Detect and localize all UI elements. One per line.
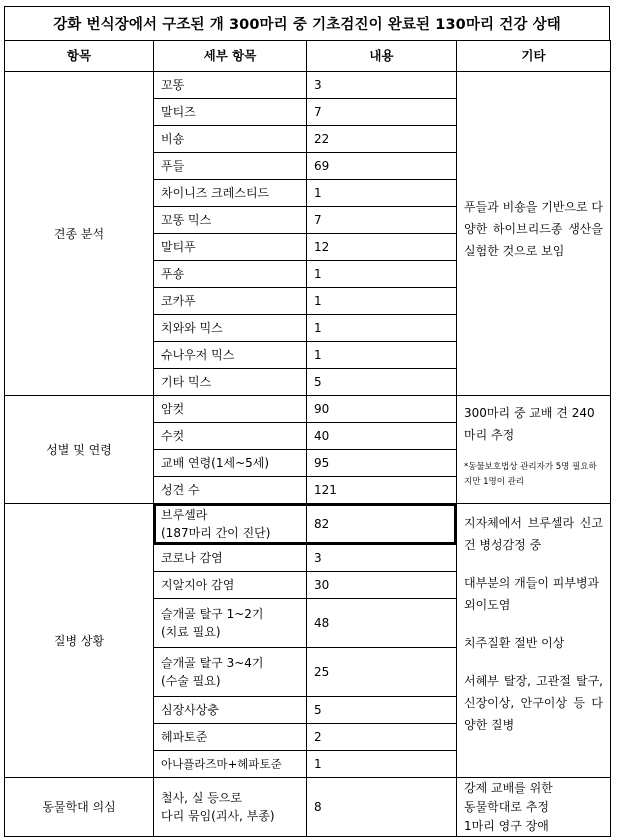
value-cell: 40 [307,423,457,450]
note-text: 지자체에서 브루셀라 신고건 병성감정 중 [464,516,603,552]
detail-line: 다리 묶임(괴사, 부종) [161,809,275,823]
health-status-table [4,40,611,837]
value-cell: 1 [307,288,457,315]
detail-cell: 아나플라즈마+헤파토준 [154,751,307,778]
detail-cell: 푸들 [154,153,307,180]
detail-cell: 교배 연령(1세~5세) [154,450,307,477]
detail-cell: 수컷 [154,423,307,450]
table-row [5,72,611,99]
value-cell: 7 [307,99,457,126]
category-sex-age: 성별 및 연령 [5,396,154,504]
detail-cell: 말티즈 [154,99,307,126]
note-text: 치주질환 절반 이상 [464,636,565,650]
note-text: 푸들과 비숑을 기반으로 다양한 하이브리드종 생산을 실험한 것으로 보임 [464,199,603,258]
detail-cell: 푸숑 [154,261,307,288]
value-cell: 8 [307,778,457,837]
value-cell: 25 [307,648,457,697]
detail-line: 브루셀라 [161,508,208,522]
value-cell: 1 [307,751,457,778]
value-cell: 1 [307,261,457,288]
note-line: 동물학대로 추정 [464,799,549,814]
table-title: 강화 번식장에서 구조된 개 300마리 중 기초검진이 완료된 130마리 건강 상태 [4,6,610,41]
value-cell: 82 [314,517,330,531]
detail-cell [154,504,307,544]
value-cell: 48 [307,599,457,648]
value-cell: 95 [307,450,457,477]
detail-line: 슬개골 탈구 3~4기 [161,656,264,670]
detail-line: 슬개골 탈구 1~2기 [161,607,264,621]
note-text: 300마리 중 교배 견 240마리 추정 [464,406,595,442]
note-text: 대부분의 개들이 피부병과 외이도염 [464,576,600,612]
detail-cell: 코로나 감염 [154,545,307,572]
detail-cell: 지알지아 감염 [154,572,307,599]
brucella-highlight-box [154,504,456,544]
detail-line: (수술 필요) [161,674,221,688]
detail-cell: 코카푸 [154,288,307,315]
detail-cell: 암컷 [154,396,307,423]
note-line: 강제 교배를 위한 [464,780,553,795]
detail-cell [154,648,307,697]
category-disease: 질병 상황 [5,504,154,778]
detail-cell: 슈나우저 믹스 [154,342,307,369]
value-cell: 1 [307,315,457,342]
value-cell: 22 [307,126,457,153]
note-footnote: *동물보호법상 관리자가 5명 필요하지만 1명이 관리 [464,462,597,487]
value-cell: 90 [307,396,457,423]
detail-cell [154,599,307,648]
note-abuse [457,778,611,837]
value-cell: 1 [307,180,457,207]
value-cell: 30 [307,572,457,599]
detail-cell: 비숑 [154,126,307,153]
header-value: 내용 [307,41,457,72]
detail-line: (187마리 간이 진단) [161,526,271,540]
detail-line: 철사, 실 등으로 [161,791,242,805]
value-cell: 121 [307,477,457,504]
detail-cell: 꼬똥 믹스 [154,207,307,234]
value-cell: 7 [307,207,457,234]
table-row [5,504,611,545]
value-cell: 12 [307,234,457,261]
value-cell: 5 [307,697,457,724]
detail-cell: 꼬똥 [154,72,307,99]
note-text: 서혜부 탈장, 고관절 탈구, 신장이상, 안구이상 등 다양한 질병 [464,674,603,732]
header-notes: 기타 [457,41,611,72]
value-cell: 5 [307,369,457,396]
detail-line: (치료 필요) [161,625,221,639]
value-cell: 3 [307,72,457,99]
note-breed-analysis [457,72,611,396]
detail-cell: 말티푸 [154,234,307,261]
table-row [5,778,611,837]
value-cell: 1 [307,342,457,369]
document-frame [4,6,610,837]
detail-cell: 심장사상충 [154,697,307,724]
detail-cell [154,778,307,837]
category-breed-analysis: 견종 분석 [5,72,154,396]
header-row [5,41,611,72]
detail-cell: 기타 믹스 [154,369,307,396]
detail-cell: 차이니즈 크레스티드 [154,180,307,207]
highlight-row [154,504,457,545]
category-abuse: 동물학대 의심 [5,778,154,837]
value-cell: 69 [307,153,457,180]
value-cell: 2 [307,724,457,751]
note-line: 1마리 영구 장애 [464,818,549,833]
note-sex-age [457,396,611,504]
value-cell: 3 [307,545,457,572]
header-detail: 세부 항목 [154,41,307,72]
table-row [5,396,611,423]
detail-cell: 헤파토준 [154,724,307,751]
note-disease [457,504,611,778]
header-category: 항목 [5,41,154,72]
detail-cell: 치와와 믹스 [154,315,307,342]
detail-cell: 성견 수 [154,477,307,504]
